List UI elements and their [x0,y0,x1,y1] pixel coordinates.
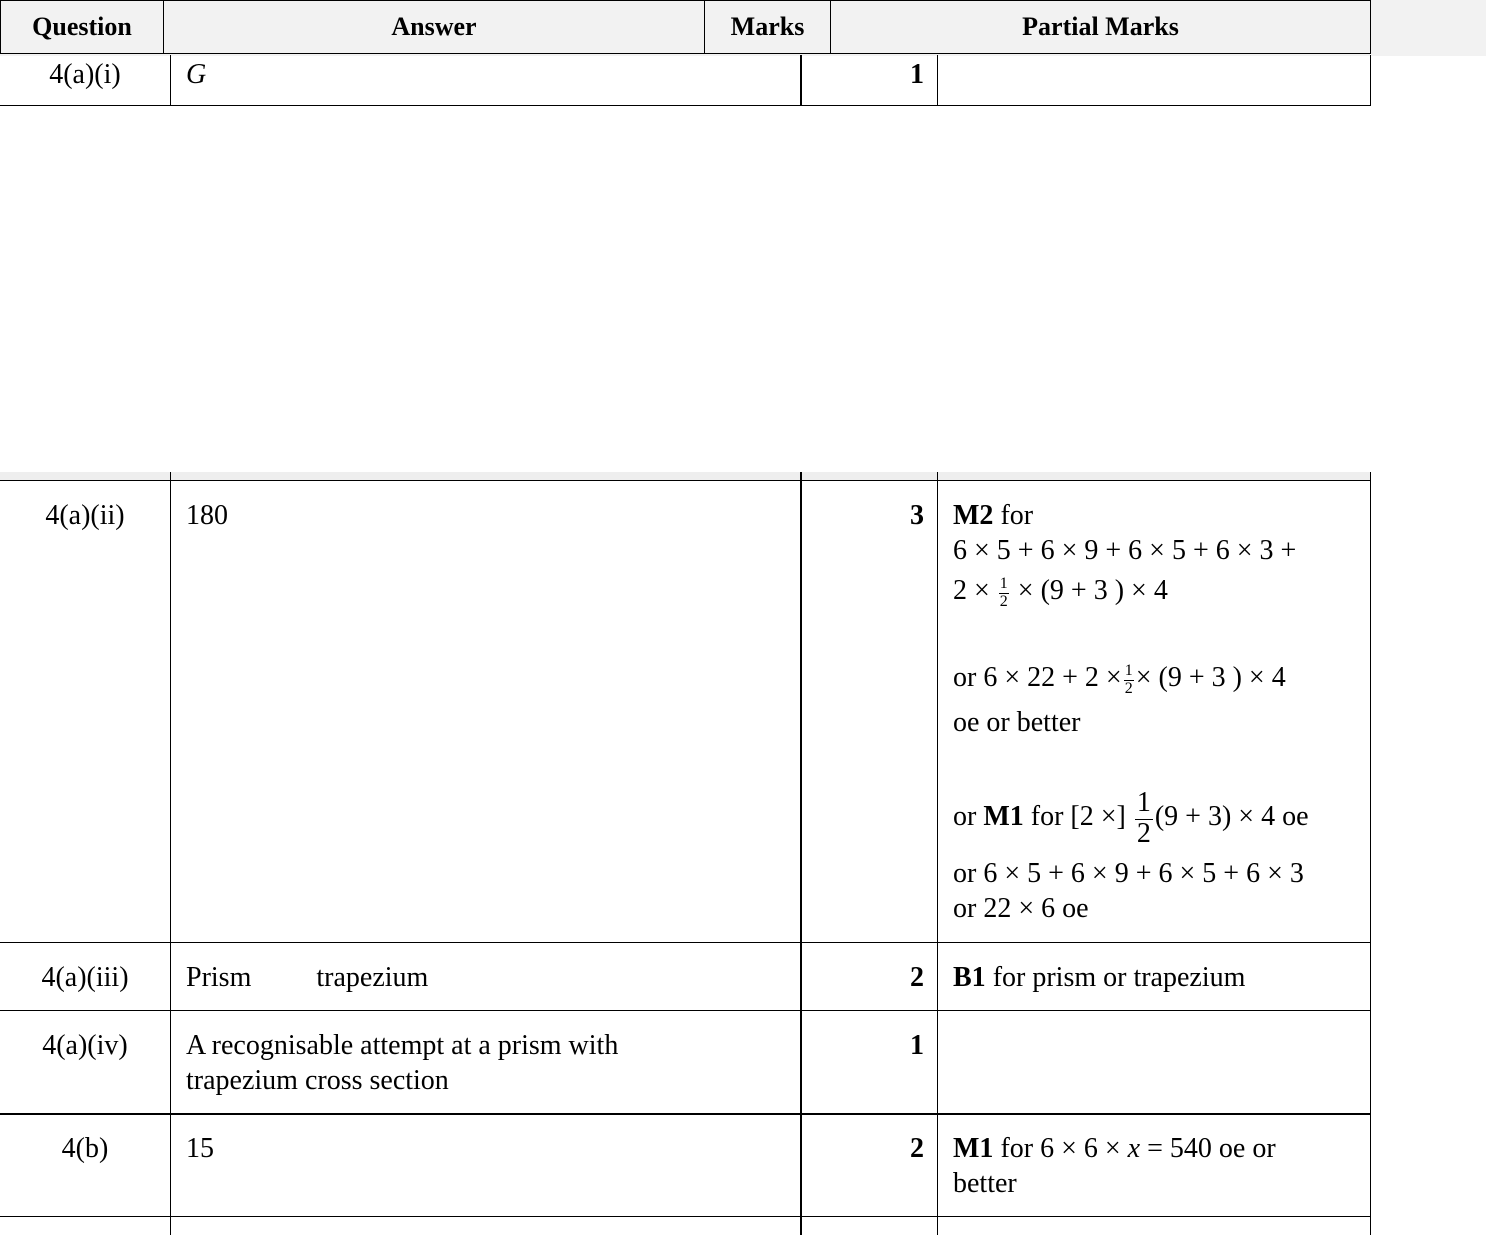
header-partial-marks: Partial Marks [830,0,1371,54]
fraction-half: $\frac{1}{2}$ [1124,661,1133,697]
question-number: 4(a)(ii) [45,500,125,531]
partial-text: 2 × [953,575,990,606]
partial-text: oe or better [953,707,1081,738]
mark-code: M1 [983,801,1024,832]
partial-text: for 6 × 6 × [1000,1133,1121,1164]
marks-value: 2 [910,962,924,993]
marks-value: 2 [910,1133,924,1164]
grid-divider [800,472,802,1235]
partial-text: for [1000,500,1034,531]
partial-marks-line [953,660,1363,697]
fraction-half: $\frac{1}{2}$ [1136,787,1151,850]
partial-text: or 6 × 22 + 2 × [953,662,1122,693]
partial-text: × (9 + 3 ) × 4 [1135,662,1286,693]
question-number: 4(b) [61,1133,109,1164]
partial-text: (9 + 3) × 4 oe [1154,801,1309,832]
partial-marks-line [953,573,1363,610]
variable-x: x [1127,1133,1141,1164]
marks-value: 1 [910,59,924,90]
question-number: 4(a)(i) [49,59,121,90]
answer-part: Prism [186,962,252,993]
fraction-half: $\frac{1}{2}$ [999,574,1008,610]
row-divider [0,480,1370,481]
grid-divider [170,472,171,1235]
page-break-strip [0,472,1370,480]
partial-text: or 22 × 6 oe [953,893,1089,924]
answer-text: A recognisable attempt at a prism with [186,1030,619,1061]
partial-marks-line [953,782,1363,852]
answer-text [186,960,786,995]
marks-value: 3 [910,500,924,531]
grid-divider [1370,55,1371,106]
mark-code: M2 [953,500,994,531]
header-question: Question [0,0,164,54]
partial-text: for [2 ×] [1030,801,1126,832]
partial-marks-line [953,960,1363,995]
answer-text: 180 [186,500,228,531]
answer-part: trapezium [316,962,429,993]
question-number: 4(a)(iv) [42,1030,128,1061]
grid-divider [1370,472,1371,1235]
row-divider [0,105,1370,106]
partial-text: 6 × 5 + 6 × 9 + 6 × 5 + 6 × 3 + [953,535,1297,566]
partial-text: or [953,801,977,832]
row-divider [0,1216,1370,1217]
partial-marks-line [953,1131,1363,1166]
answer-text: trapezium cross section [186,1065,449,1096]
partial-text: better [953,1168,1017,1199]
row-divider [0,1010,1370,1011]
partial-text: × (9 + 3 ) × 4 [1017,575,1168,606]
header-marks: Marks [704,0,831,54]
marks-value: 1 [910,1030,924,1061]
grid-divider [170,55,171,106]
answer-text: G [186,59,207,90]
answer-text: 15 [186,1133,214,1164]
header-answer: Answer [163,0,705,54]
grid-divider [937,472,938,1235]
partial-marks-line [953,498,1363,533]
partial-text: or 6 × 5 + 6 × 9 + 6 × 5 + 6 × 3 [953,858,1304,889]
grid-divider [937,55,938,106]
row-divider [0,1113,1370,1115]
mark-code: B1 [953,962,986,993]
partial-text: for prism or trapezium [992,962,1246,993]
question-number: 4(a)(iii) [41,962,129,993]
row-divider [0,942,1370,943]
mark-code: M1 [953,1133,994,1164]
partial-text: = 540 oe or [1147,1133,1276,1164]
